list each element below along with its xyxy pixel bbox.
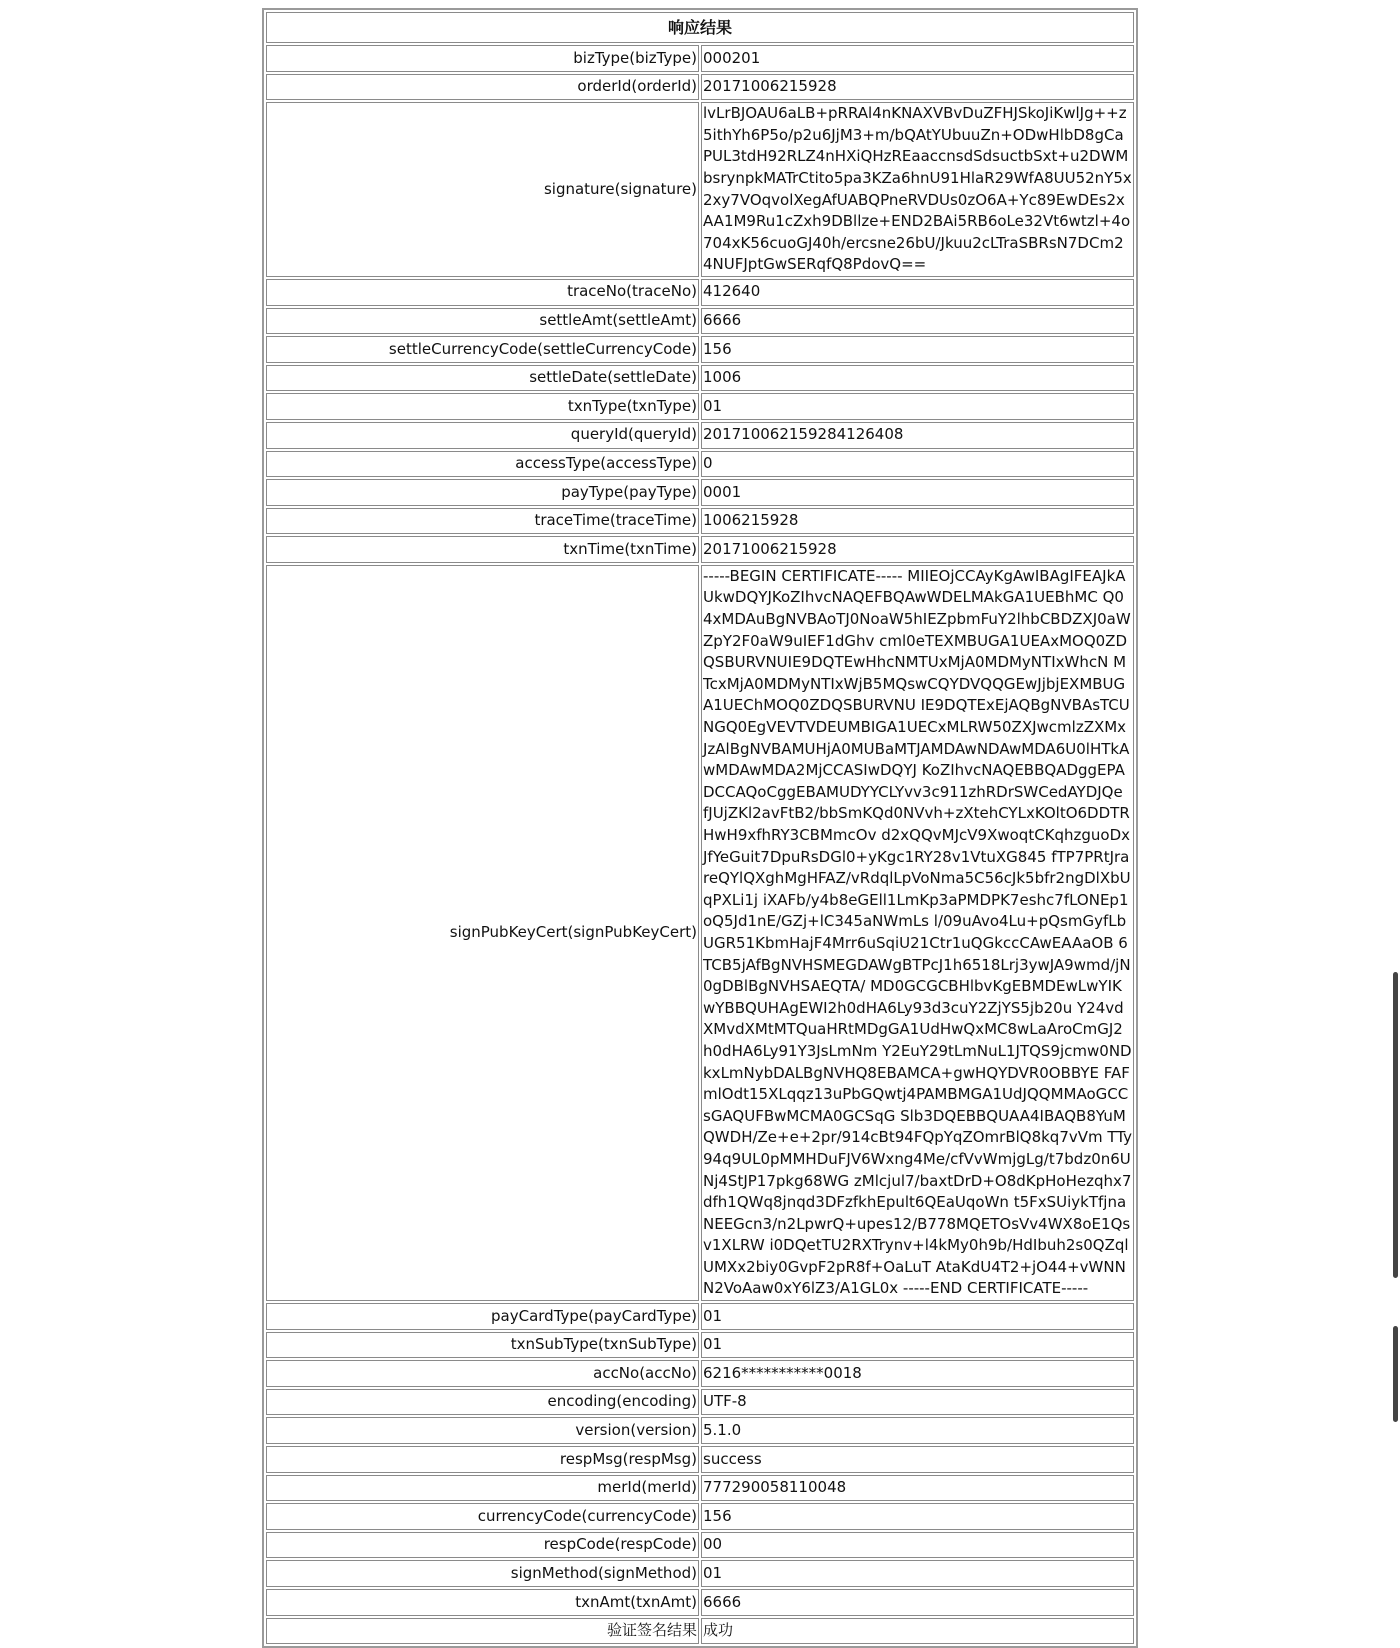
row-settleAmt <box>266 308 1134 335</box>
field-value: 20171006215928 <box>701 536 1134 563</box>
field-label: txnSubType(txnSubType) <box>266 1332 699 1359</box>
response-table <box>262 8 1138 1648</box>
field-label: payCardType(payCardType) <box>266 1303 699 1330</box>
row-signPubKeyCert <box>266 565 1134 1301</box>
field-label: version(version) <box>266 1417 699 1444</box>
field-label: txnType(txnType) <box>266 393 699 420</box>
field-label: accNo(accNo) <box>266 1360 699 1387</box>
field-value: success <box>701 1446 1134 1473</box>
row-traceTime <box>266 508 1134 535</box>
response-panel <box>262 8 1138 1648</box>
row-payType <box>266 479 1134 506</box>
field-label: settleCurrencyCode(settleCurrencyCode) <box>266 336 699 363</box>
row-verify-result <box>266 1618 1134 1645</box>
row-payCardType <box>266 1303 1134 1330</box>
field-label: traceNo(traceNo) <box>266 279 699 306</box>
field-value: 777290058110048 <box>701 1475 1134 1502</box>
field-value: 000201 <box>701 45 1134 72</box>
field-value: 01 <box>701 1332 1134 1359</box>
field-value: -----BEGIN CERTIFICATE----- MIIEOjCCAyKgAwIBAgIFEAJkAUkwDQYJKoZIhvcNAQEFBQAwWDELMAkGA1UEBhMC Q04xMDAuBgNVBAoTJ0NoaW5hIEZpbmFuY2lhbCBDZXJ0aWZpY2F0aW9uIEF1dGhv cml0eTEXMBUGA1UEAxMOQ0ZDQSBURVNUIE9DQTEwHhcNMTUxMjA0MDMyNTIxWhcN MTcxMjA0MDMyNTIxWjB5MQswCQYDVQQGEwJjbjEXMBUGA1UEChMOQ0ZDQSBURVNU IE9DQTExEjAQBgNVBAsTCUNGQ0EgVEVTVDEUMBIGA1UECxMLRW50ZXJwcmlzZXMx JzAlBgNVBAMUHjA0MUBaMTJAMDAwNDAwMDA6U0lHTkAwMDAwMDA2MjCCASIwDQYJ KoZIhvcNAQEBBQADggEPADCCAQoCggEBAMUDYYCLYvv3c911zhRDrSWCedAYDJQe fJUjZKl2avFtB2/bbSmKQd0NVvh+zXtehCYLxKOltO6DDTRHwH9xfhRY3CBMmcOv d2xQQvMJcV9XwoqtCKqhzguoDxJfYeGuit7DpuRsDGl0+yKgc1RY28v1VtuXG845 fTP7PRtJrareQYlQXghMgHFAZ/vRdqlLpVoNma5C56cJk5bfr2ngDlXbUqPXLi1j iXAFb/y4b8eGEll1LmKp3aPMDPK7eshc7fLONEp1oQ5Jd1nE/GZj+lC345aNWmLs l/09uAvo4Lu+pQsmGyfLbUGR51KbmHajF4Mrr6uSqiU21Ctr1uQGkccCAwEAAaOB 6TCB5jAfBgNVHSMEGDAWgBTPcJ1h6518Lrj3ywJA9wmd/jN0gDBlBgNVHSAEQTA/ MD0GCGCBHlbvKgEBMDEwLwYIKwYBBQUHAgEWI2h0dHA6Ly93d3cuY2ZjYS5jb20u Y24vdXMvdXMtMTQuaHRtMDgGA1UdHwQxMC8wLaAroCmGJ2h0dHA6Ly91Y3JsLmNm Y2EuY29tLmNuL1JTQS9jcmw0NDkxLmNybDALBgNVHQ8EBAMCA+gwHQYDVR0OBBYE FAFmlOdt15XLqqz13uPbGQwtj4PAMBMGA1UdJQQMMAoGCCsGAQUFBwMCMA0GCSqG Slb3DQEBBQUAA4IBAQB8YuMQWDH/Ze+e+2pr/914cBt94FQpYqZOmrBlQ8kq7vVm TTy94q9UL0pMMHDuFJV6Wxng4Me/cfVvWmjgLg/t7bdz0n6UNj4StJP17pkg68WG zMlcjul7/baxtDrD+O8dKpHoHezqhx7dfh1QWq8jnqd3DFzfkhEpult6QEaUqoWn t5FxSUiykTfjnaNEEGcn3/n2LpwrQ+upes12/B778MQETOsVv4WX8oE1Qsv1XLRW i0DQetTU2RXTrynv+l4kMy0h9b/HdIbuh2s0QZqlUMXx2biy0GvpF2pR8f+OaLuT AtaKdU4T2+jO44+vWNNN2VoAaw0xY6lZ3/A1GL0x -----END CERTIFICATE----- <box>701 565 1134 1301</box>
field-label: signMethod(signMethod) <box>266 1560 699 1587</box>
field-value: 6216***********0018 <box>701 1360 1134 1387</box>
field-value: lvLrBJOAU6aLB+pRRAl4nKNAXVBvDuZFHJSkoJiKwlJg++z5ithYh6P5o/p2u6JjM3+m/bQAtYUbuuZn+ODwHlbD8gCaPUL3tdH92RLZ4nHXiQHzREaaccnsdSdsuctbSxt+u2DWMbsrynpkMATrCtito5pa3KZa6hnU91HlaR29WfA8UU52nY5x2xy7VOqvolXegAfUABQPneRVDUs0zO6A+Yc89EwDEs2xAA1M9Ru1cZxh9DBllze+END2BAi5RB6oLe32Vt6wtzl+4o704xK56cuoGJ40h/ercsne26bU/Jkuu2cLTraSBRsN7DCm24NUFJptGwSERqfQ8PdovQ== <box>701 102 1134 277</box>
field-value: 6666 <box>701 308 1134 335</box>
field-value: 20171006215928 <box>701 74 1134 101</box>
field-label: respMsg(respMsg) <box>266 1446 699 1473</box>
field-value: 0 <box>701 451 1134 478</box>
field-value: 1006215928 <box>701 508 1134 535</box>
row-signature <box>266 102 1134 277</box>
field-value: 6666 <box>701 1589 1134 1616</box>
row-bizType <box>266 45 1134 72</box>
field-label: bizType(bizType) <box>266 45 699 72</box>
field-label: signature(signature) <box>266 102 699 277</box>
row-traceNo <box>266 279 1134 306</box>
field-label: signPubKeyCert(signPubKeyCert) <box>266 565 699 1301</box>
field-value: 412640 <box>701 279 1134 306</box>
field-value: 156 <box>701 336 1134 363</box>
field-value: 156 <box>701 1503 1134 1530</box>
field-value: 01 <box>701 393 1134 420</box>
row-respMsg <box>266 1446 1134 1473</box>
field-label: queryId(queryId) <box>266 422 699 449</box>
field-value: 00 <box>701 1532 1134 1559</box>
field-value: 201710062159284126408 <box>701 422 1134 449</box>
row-merId <box>266 1475 1134 1502</box>
field-label: respCode(respCode) <box>266 1532 699 1559</box>
vertical-scrollbar-thumb-secondary[interactable] <box>1393 1326 1398 1422</box>
table-body <box>266 45 1134 1644</box>
row-settleDate <box>266 365 1134 392</box>
field-label: orderId(orderId) <box>266 74 699 101</box>
field-value: 0001 <box>701 479 1134 506</box>
field-label: 验证签名结果 <box>266 1618 699 1645</box>
row-settleCurrencyCode <box>266 336 1134 363</box>
field-label: payType(payType) <box>266 479 699 506</box>
field-value: 成功 <box>701 1618 1134 1645</box>
row-accNo <box>266 1360 1134 1387</box>
field-label: txnAmt(txnAmt) <box>266 1589 699 1616</box>
field-value: 5.1.0 <box>701 1417 1134 1444</box>
vertical-scrollbar-thumb[interactable] <box>1393 972 1398 1278</box>
field-label: encoding(encoding) <box>266 1389 699 1416</box>
field-label: txnTime(txnTime) <box>266 536 699 563</box>
row-queryId <box>266 422 1134 449</box>
row-currencyCode <box>266 1503 1134 1530</box>
row-txnAmt <box>266 1589 1134 1616</box>
field-label: traceTime(traceTime) <box>266 508 699 535</box>
field-label: settleDate(settleDate) <box>266 365 699 392</box>
row-accessType <box>266 451 1134 478</box>
field-label: merId(merId) <box>266 1475 699 1502</box>
row-txnTime <box>266 536 1134 563</box>
field-value: 01 <box>701 1303 1134 1330</box>
row-txnType <box>266 393 1134 420</box>
row-txnSubType <box>266 1332 1134 1359</box>
field-label: accessType(accessType) <box>266 451 699 478</box>
row-orderId <box>266 74 1134 101</box>
row-encoding <box>266 1389 1134 1416</box>
field-value: 1006 <box>701 365 1134 392</box>
row-respCode <box>266 1532 1134 1559</box>
field-label: settleAmt(settleAmt) <box>266 308 699 335</box>
row-version <box>266 1417 1134 1444</box>
field-value: 01 <box>701 1560 1134 1587</box>
row-signMethod <box>266 1560 1134 1587</box>
table-header-row <box>266 12 1134 43</box>
field-label: currencyCode(currencyCode) <box>266 1503 699 1530</box>
table-title: 响应结果 <box>266 12 1134 43</box>
field-value: UTF-8 <box>701 1389 1134 1416</box>
